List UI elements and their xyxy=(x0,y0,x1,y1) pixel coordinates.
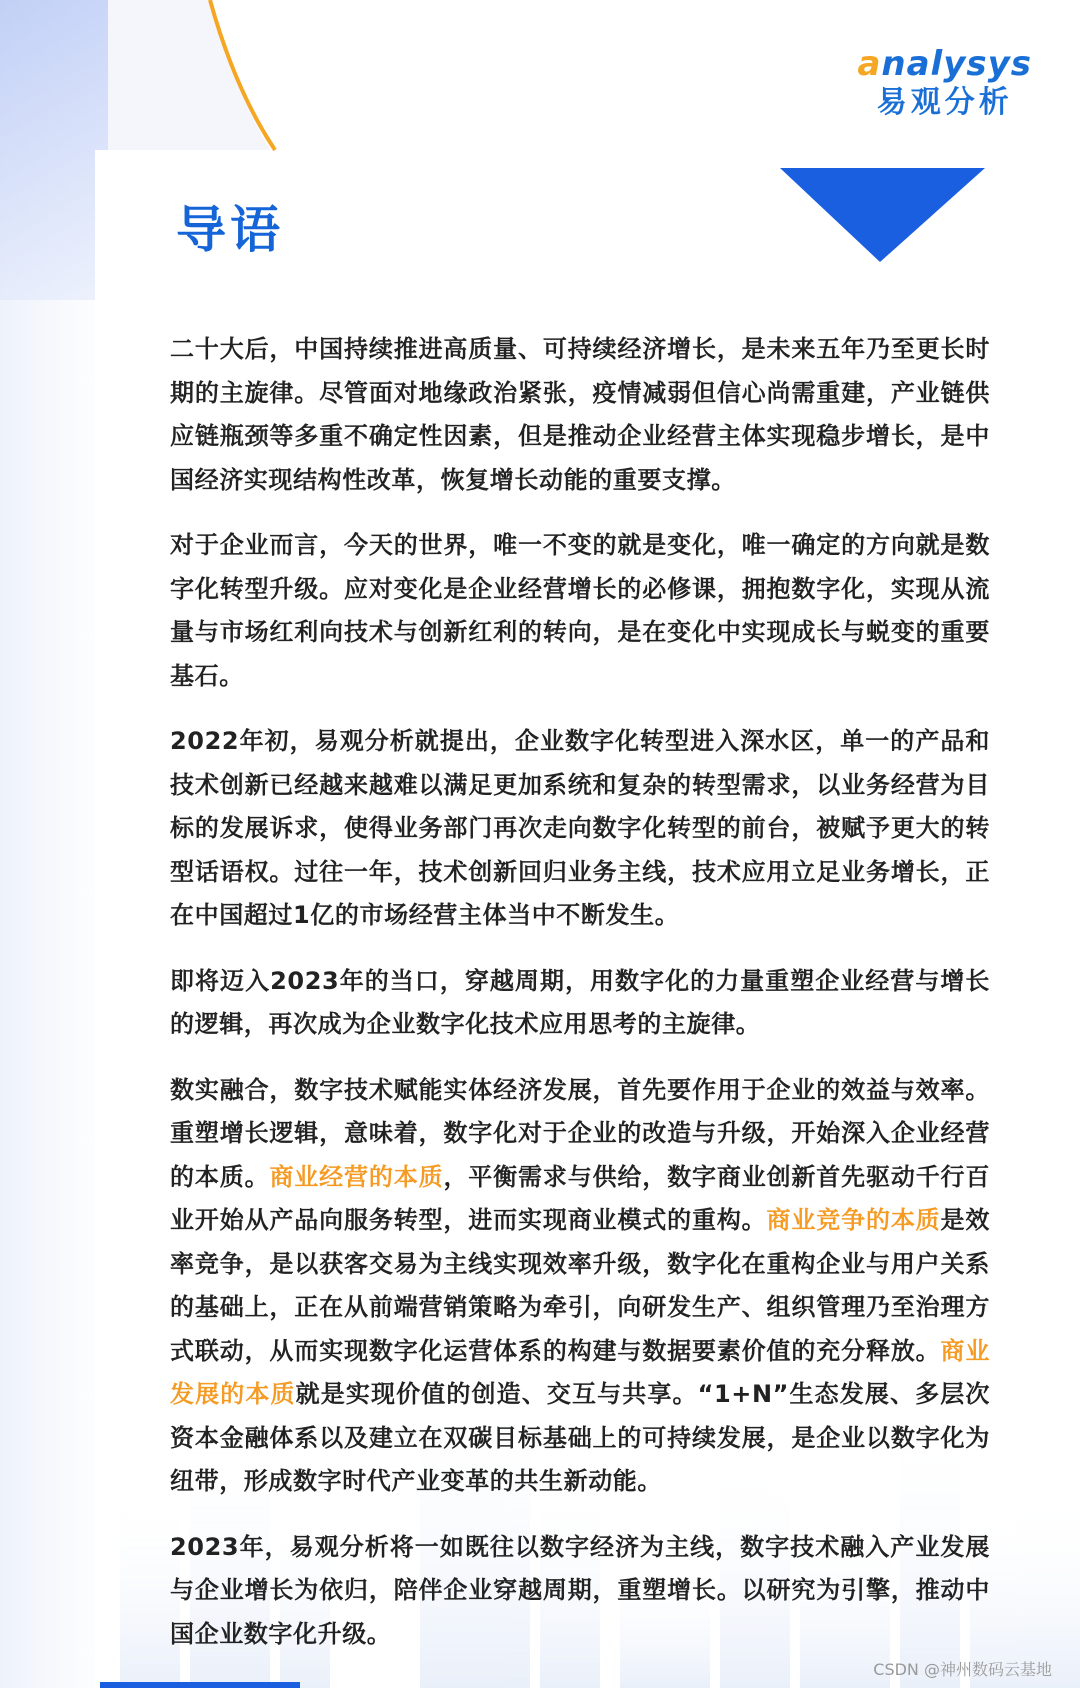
paragraph-text: 数实融合，数字技术赋能实体经济发展，首先要作用于企业的效益与效率。重塑增长逻辑，意味着，数字化对于企业的改造与升级，开始深入企业经营的本质。 xyxy=(170,1075,990,1191)
paragraph-text: 就是实现价值的创造、交互与共享。“1+N”生态发展、多层次资本金融体系以及建立在双碳目标基础上的可持续发展，是企业以数字化为纽带，形成数字时代产业变革的共生新动能。 xyxy=(170,1380,991,1495)
highlighted-phrase: 商业发展的本质 xyxy=(170,1336,990,1408)
paragraph xyxy=(170,1069,990,1504)
paragraph xyxy=(170,1526,990,1657)
paragraph-text: 2022年初，易观分析就提出，企业数字化转型进入深水区，单一的产品和技术创新已经越来越难以满足更加系统和复杂的转型需求，以业务经营为目标的发展诉求，使得业务部门再次走向数字化转型的前台，被赋予更大的转型话语权。过往一年，技术创新回归业务主线，技术应用立足业务增长，正在中国超过1亿的市场经营主体当中不断发生。 xyxy=(170,727,990,929)
paragraph xyxy=(170,960,990,1047)
paragraph-text: 即将迈入2023年的当口，穿越周期，用数字化的力量重塑企业经营与增长的逻辑，再次成为企业数字化技术应用思考的主旋律。 xyxy=(170,966,990,1038)
paragraph-text: 是效率竞争，是以获客交易为主线实现效率升级，数字化在重构企业与用户关系的基础上，正在从前端营销策略为牵引，向研发生产、组织管理乃至治理方式联动，从而实现数字化运营体系的构建与数据要素价值的充分释放。 xyxy=(170,1206,991,1365)
analysys-logo xyxy=(857,44,1032,122)
top-left-gradient xyxy=(0,0,108,300)
highlighted-phrase: 商业经营的本质 xyxy=(269,1162,444,1191)
page-title: 导语 xyxy=(176,201,284,259)
logo-chinese-name: 易观分析 xyxy=(876,85,1013,120)
paragraph xyxy=(170,720,990,938)
blue-triangle xyxy=(780,168,985,262)
highlighted-phrase: 商业竞争的本质 xyxy=(766,1206,941,1234)
paragraph-text: ，平衡需求与供给，数字商业创新首先驱动千行百业开始从产品向服务转型，进而实现商业模式的重构。 xyxy=(170,1162,991,1234)
paragraph-text: 二十大后，中国持续推进高质量、可持续经济增长，是未来五年乃至更长时期的主旋律。尽管面对地缘政治紧张，疫情减弱但信心尚需重建，产业链供应链瓶颈等多重不确定性因素，但是推动企业经营主体实现稳步增长，是中国经济实现结构性改革，恢复增长动能的重要支撑。 xyxy=(170,335,990,494)
paragraph xyxy=(170,328,990,502)
top-curve-fill xyxy=(108,0,270,150)
paragraph-text: 对于企业而言，今天的世界，唯一不变的就是变化，唯一确定的方向就是数字化转型升级。应对变化是企业经营增长的必修课，拥抱数字化，实现从流量与市场红利向技术与创新红利的转向，是在变化中实现成长与蜕变的重要基石。 xyxy=(170,531,990,690)
logo-wordmark: analysys xyxy=(857,44,1032,84)
paragraph-text: 2023年，易观分析将一如既往以数字经济为主线，数字技术融入产业发展与企业增长为依归，陪伴企业穿越周期，重塑增长。以研究为引擎，推动中国企业数字化升级。 xyxy=(170,1532,990,1648)
article-body xyxy=(170,328,990,1678)
paragraph xyxy=(170,524,990,698)
bottom-accent-bar xyxy=(100,1682,300,1688)
csdn-watermark: CSDN @神州数码云基地 xyxy=(873,1660,1052,1679)
